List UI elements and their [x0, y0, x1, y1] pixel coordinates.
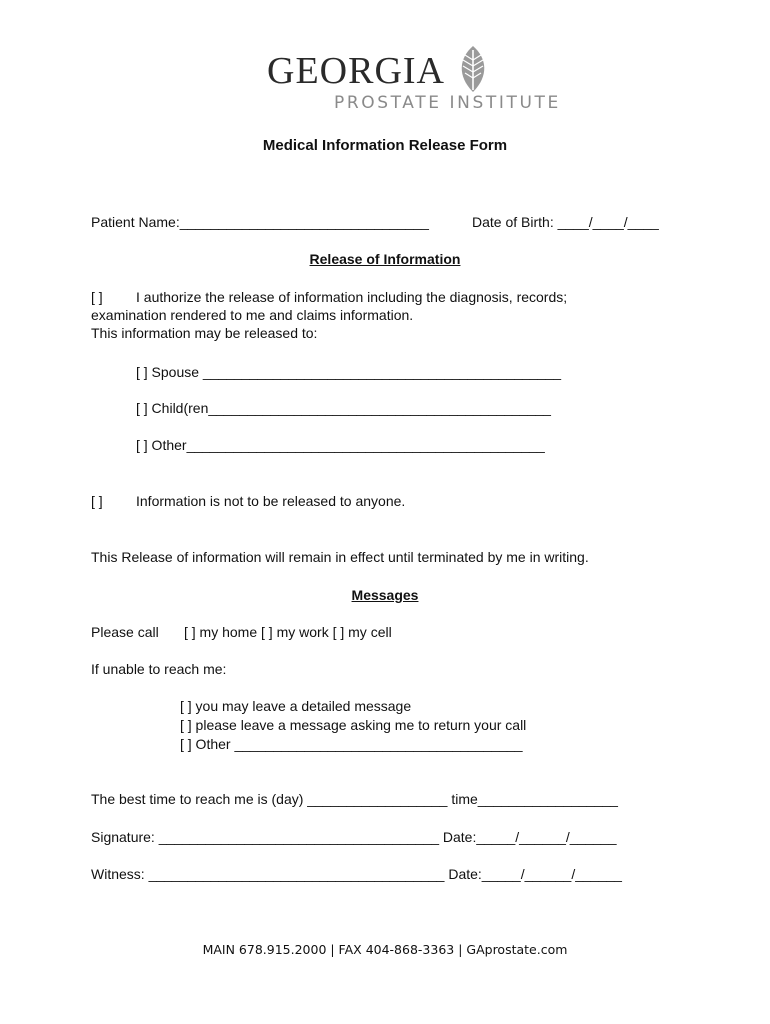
not-released-checkbox[interactable]: [ ]	[91, 493, 103, 509]
message-option-other[interactable]: [ ] Other _____________________________________	[180, 736, 523, 752]
authorize-text-2: examination rendered to me and claims information.	[91, 307, 414, 323]
unable-label: If unable to reach me:	[91, 661, 227, 677]
message-option-detailed[interactable]: [ ] you may leave a detailed message	[180, 698, 412, 714]
children-option[interactable]: [ ] Child(ren____________________________________________	[136, 400, 551, 416]
witness-field[interactable]: Witness: ______________________________________ Date:_____/______/______	[91, 866, 622, 882]
signature-field[interactable]: Signature: ____________________________________ Date:_____/______/______	[91, 829, 617, 845]
footer-contact: MAIN 678.915.2000 | FAX 404-868-3363 | GAprostate.com	[202, 942, 568, 957]
date-of-birth-field[interactable]: Date of Birth: ____/____/____	[472, 214, 659, 230]
form-title: Medical Information Release Form	[262, 137, 508, 154]
authorize-text: I authorize the release of information including the diagnosis, records;	[136, 289, 568, 305]
message-option-return-call[interactable]: [ ] please leave a message asking me to return your call	[180, 717, 527, 733]
call-options[interactable]: [ ] my home [ ] my work [ ] my cell	[184, 624, 392, 640]
other-option[interactable]: [ ] Other______________________________________________	[136, 437, 545, 453]
effect-text: This Release of information will remain in effect until terminated by me in writing.	[91, 549, 589, 565]
not-released-text: Information is not to be released to anyone.	[136, 493, 406, 509]
messages-heading: Messages	[351, 587, 419, 603]
spouse-option[interactable]: [ ] Spouse ______________________________________________	[136, 364, 562, 380]
authorize-checkbox[interactable]: [ ]	[91, 289, 103, 305]
best-time-field[interactable]: The best time to reach me is (day) __________________ time__________________	[91, 791, 618, 807]
released-to-label: This information may be released to:	[91, 325, 318, 341]
release-heading: Release of Information	[309, 251, 461, 267]
leaf-icon	[455, 44, 491, 94]
logo-subtitle: PROSTATE INSTITUTE	[334, 93, 561, 113]
logo-name: GEORGIA	[267, 50, 445, 92]
please-call-label: Please call	[91, 624, 159, 640]
patient-name-field[interactable]: Patient Name:________________________________	[91, 214, 429, 230]
